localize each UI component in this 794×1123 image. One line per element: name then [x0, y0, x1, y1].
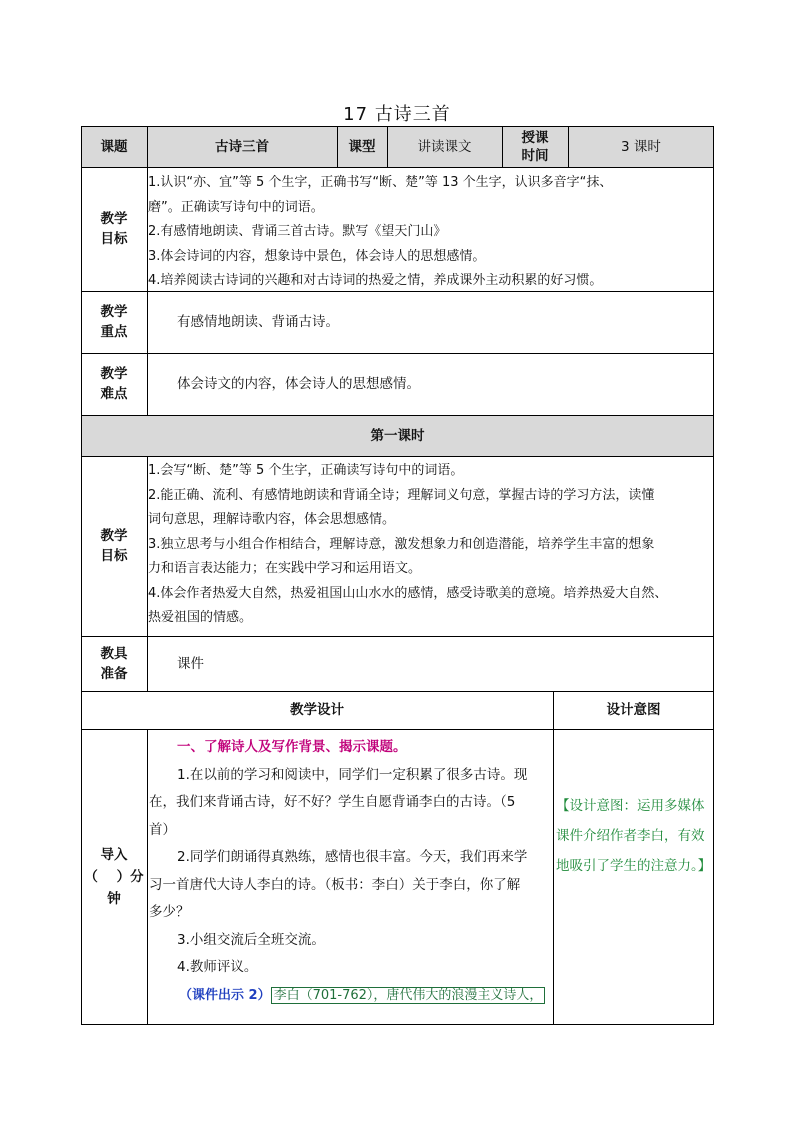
- col-divider: [502, 126, 503, 167]
- time-label: [502, 126, 568, 167]
- type-value: 讲读课文: [417, 138, 472, 155]
- time-label-line-2: 时间: [521, 147, 549, 164]
- first-objectives-text: [147, 459, 714, 635]
- time-value: 3 课时: [621, 138, 661, 155]
- intro-intent: [553, 791, 714, 891]
- tools-label: [81, 636, 147, 691]
- objective-line: 1.认识“亦、宜”等 5 个生字，正确书写“断、楚”等 13 个生字，认识多音字“抹、: [148, 175, 613, 190]
- table-border-bottom: [81, 1024, 714, 1025]
- objectives-label: [81, 167, 147, 291]
- objective-line: 3.体会诗词的内容，想象诗中景色，体会诗人的思想感情。: [148, 248, 486, 264]
- objectives-text: [147, 171, 714, 289]
- difficulties-label-1: 教学: [100, 366, 128, 382]
- intro-label-1: 导入: [100, 846, 128, 863]
- objective-line: 4.体会作者热爱大自然，热爱祖国山山水水的感情，感受诗歌美的意境。培养热爱大自然、: [148, 585, 668, 601]
- intro-p2-line-1: 2.同学们朗诵得真熟练，感情也很丰富。今天，我们再来学: [177, 849, 528, 865]
- intro-p1-line-3: 首）: [149, 821, 176, 838]
- row-divider: [81, 415, 714, 416]
- table-border-right: [713, 126, 714, 1025]
- first-objectives-label-1: 教学: [100, 528, 128, 544]
- intro-heading: 一、了解诗人及写作背景、揭示课题。: [177, 739, 407, 755]
- design-header: 教学设计: [290, 702, 344, 718]
- tools-label-1: 教具: [100, 645, 128, 662]
- lesson-value: 古诗三首: [215, 138, 269, 155]
- intro-p2-line-2: 习一首唐代大诗人李白的诗。（板书：李白）关于李白，你了解: [149, 876, 521, 893]
- objective-line: 力和语言表达能力；在实践中学习和运用语文。: [148, 561, 422, 576]
- tools-label-2: 准备: [100, 665, 128, 682]
- key-points-label-1: 教学: [100, 304, 128, 320]
- intro-label: [81, 729, 147, 1024]
- intro-label-2: （ ）分: [84, 868, 144, 885]
- table-border-top: [81, 126, 714, 127]
- intent-line: 【设计意图：运用多媒体: [556, 798, 705, 814]
- col-divider: [553, 691, 554, 1024]
- col-divider: [147, 126, 148, 415]
- objective-line: 1.会写“断、楚”等 5 个生字，正确读写诗句中的词语。: [148, 463, 464, 478]
- objective-line: 2.有感情地朗读、背诵三首古诗。默写《望天门山》: [148, 224, 447, 239]
- first-objectives-label: [81, 456, 147, 636]
- intro-p1-line-2: 在，我们来背诵古诗，好不好？学生自愿背诵李白的古诗。（5: [149, 794, 516, 810]
- row-divider: [81, 636, 714, 637]
- col-divider: [147, 729, 148, 1024]
- objective-line: 4.培养阅读古诗词的兴趣和对古诗词的热爱之情，养成课外主动积累的好习惯。: [148, 273, 603, 288]
- objective-line: 热爱祖国的情感。: [148, 610, 253, 625]
- tools-text: 课件: [177, 655, 204, 672]
- col-divider: [147, 456, 148, 691]
- col-divider: [568, 126, 569, 167]
- objective-line: 3.独立思考与小组合作相结合，理解诗意，激发想象力和创造潜能，培养学生丰富的想象: [148, 536, 655, 552]
- intent-header: 设计意图: [606, 702, 661, 718]
- courseware-callout: [149, 982, 553, 1010]
- time-label-line-1: 授课: [521, 129, 549, 146]
- intro-p3: 3.小组交流后全班交流。: [177, 931, 325, 948]
- callout-text: 李白（701-762），唐代伟大的浪漫主义诗人，: [271, 987, 546, 1004]
- intent-line: 地吸引了学生的注意力。】: [556, 858, 712, 874]
- col-divider: [337, 126, 338, 167]
- intro-content: [147, 734, 553, 1024]
- key-points-label-2: 重点: [100, 324, 128, 340]
- difficulties-label: [81, 353, 147, 415]
- intro-p4: 4.教师评议。: [177, 959, 258, 975]
- intent-line: 课件介绍作者李白，有效: [556, 828, 705, 844]
- intro-p2-line-3: 多少？: [149, 904, 190, 920]
- page-title: 17 古诗三首: [343, 104, 451, 125]
- difficulties-label-2: 难点: [100, 386, 128, 402]
- intro-label-3: 钟: [107, 890, 121, 907]
- row-divider: [81, 456, 714, 457]
- objective-line: 词句意思，理解诗歌内容，体会思想感情。: [148, 512, 396, 527]
- row-divider: [81, 167, 714, 168]
- col-divider: [387, 126, 388, 167]
- intro-p1-line-1: 1.在以前的学习和阅读中，同学们一定积累了很多古诗。现: [177, 766, 528, 783]
- objectives-label-2: 目标: [100, 231, 128, 247]
- lesson-label: 课题: [100, 138, 128, 155]
- objective-line: 磨”。正确读写诗句中的词语。: [148, 199, 324, 215]
- key-points-text: 有感情地朗读、背诵古诗。: [177, 314, 339, 330]
- key-points-label: [81, 291, 147, 353]
- type-label: 课型: [348, 138, 376, 155]
- objectives-label-1: 教学: [100, 211, 128, 227]
- row-divider: [81, 291, 714, 292]
- objective-line: 2.能正确、流利、有感情地朗读和背诵全诗；理解词义句意，掌握古诗的学习方法，读懂: [148, 487, 655, 503]
- row-divider: [81, 729, 714, 730]
- first-objectives-label-2: 目标: [100, 548, 128, 564]
- callout-label: （课件出示 2）: [179, 987, 271, 1003]
- section-title: 第一课时: [81, 415, 714, 456]
- table-border-left: [81, 126, 82, 1025]
- difficulties-text: 体会诗文的内容，体会诗人的思想感情。: [177, 376, 420, 392]
- row-divider: [81, 691, 714, 692]
- row-divider: [81, 353, 714, 354]
